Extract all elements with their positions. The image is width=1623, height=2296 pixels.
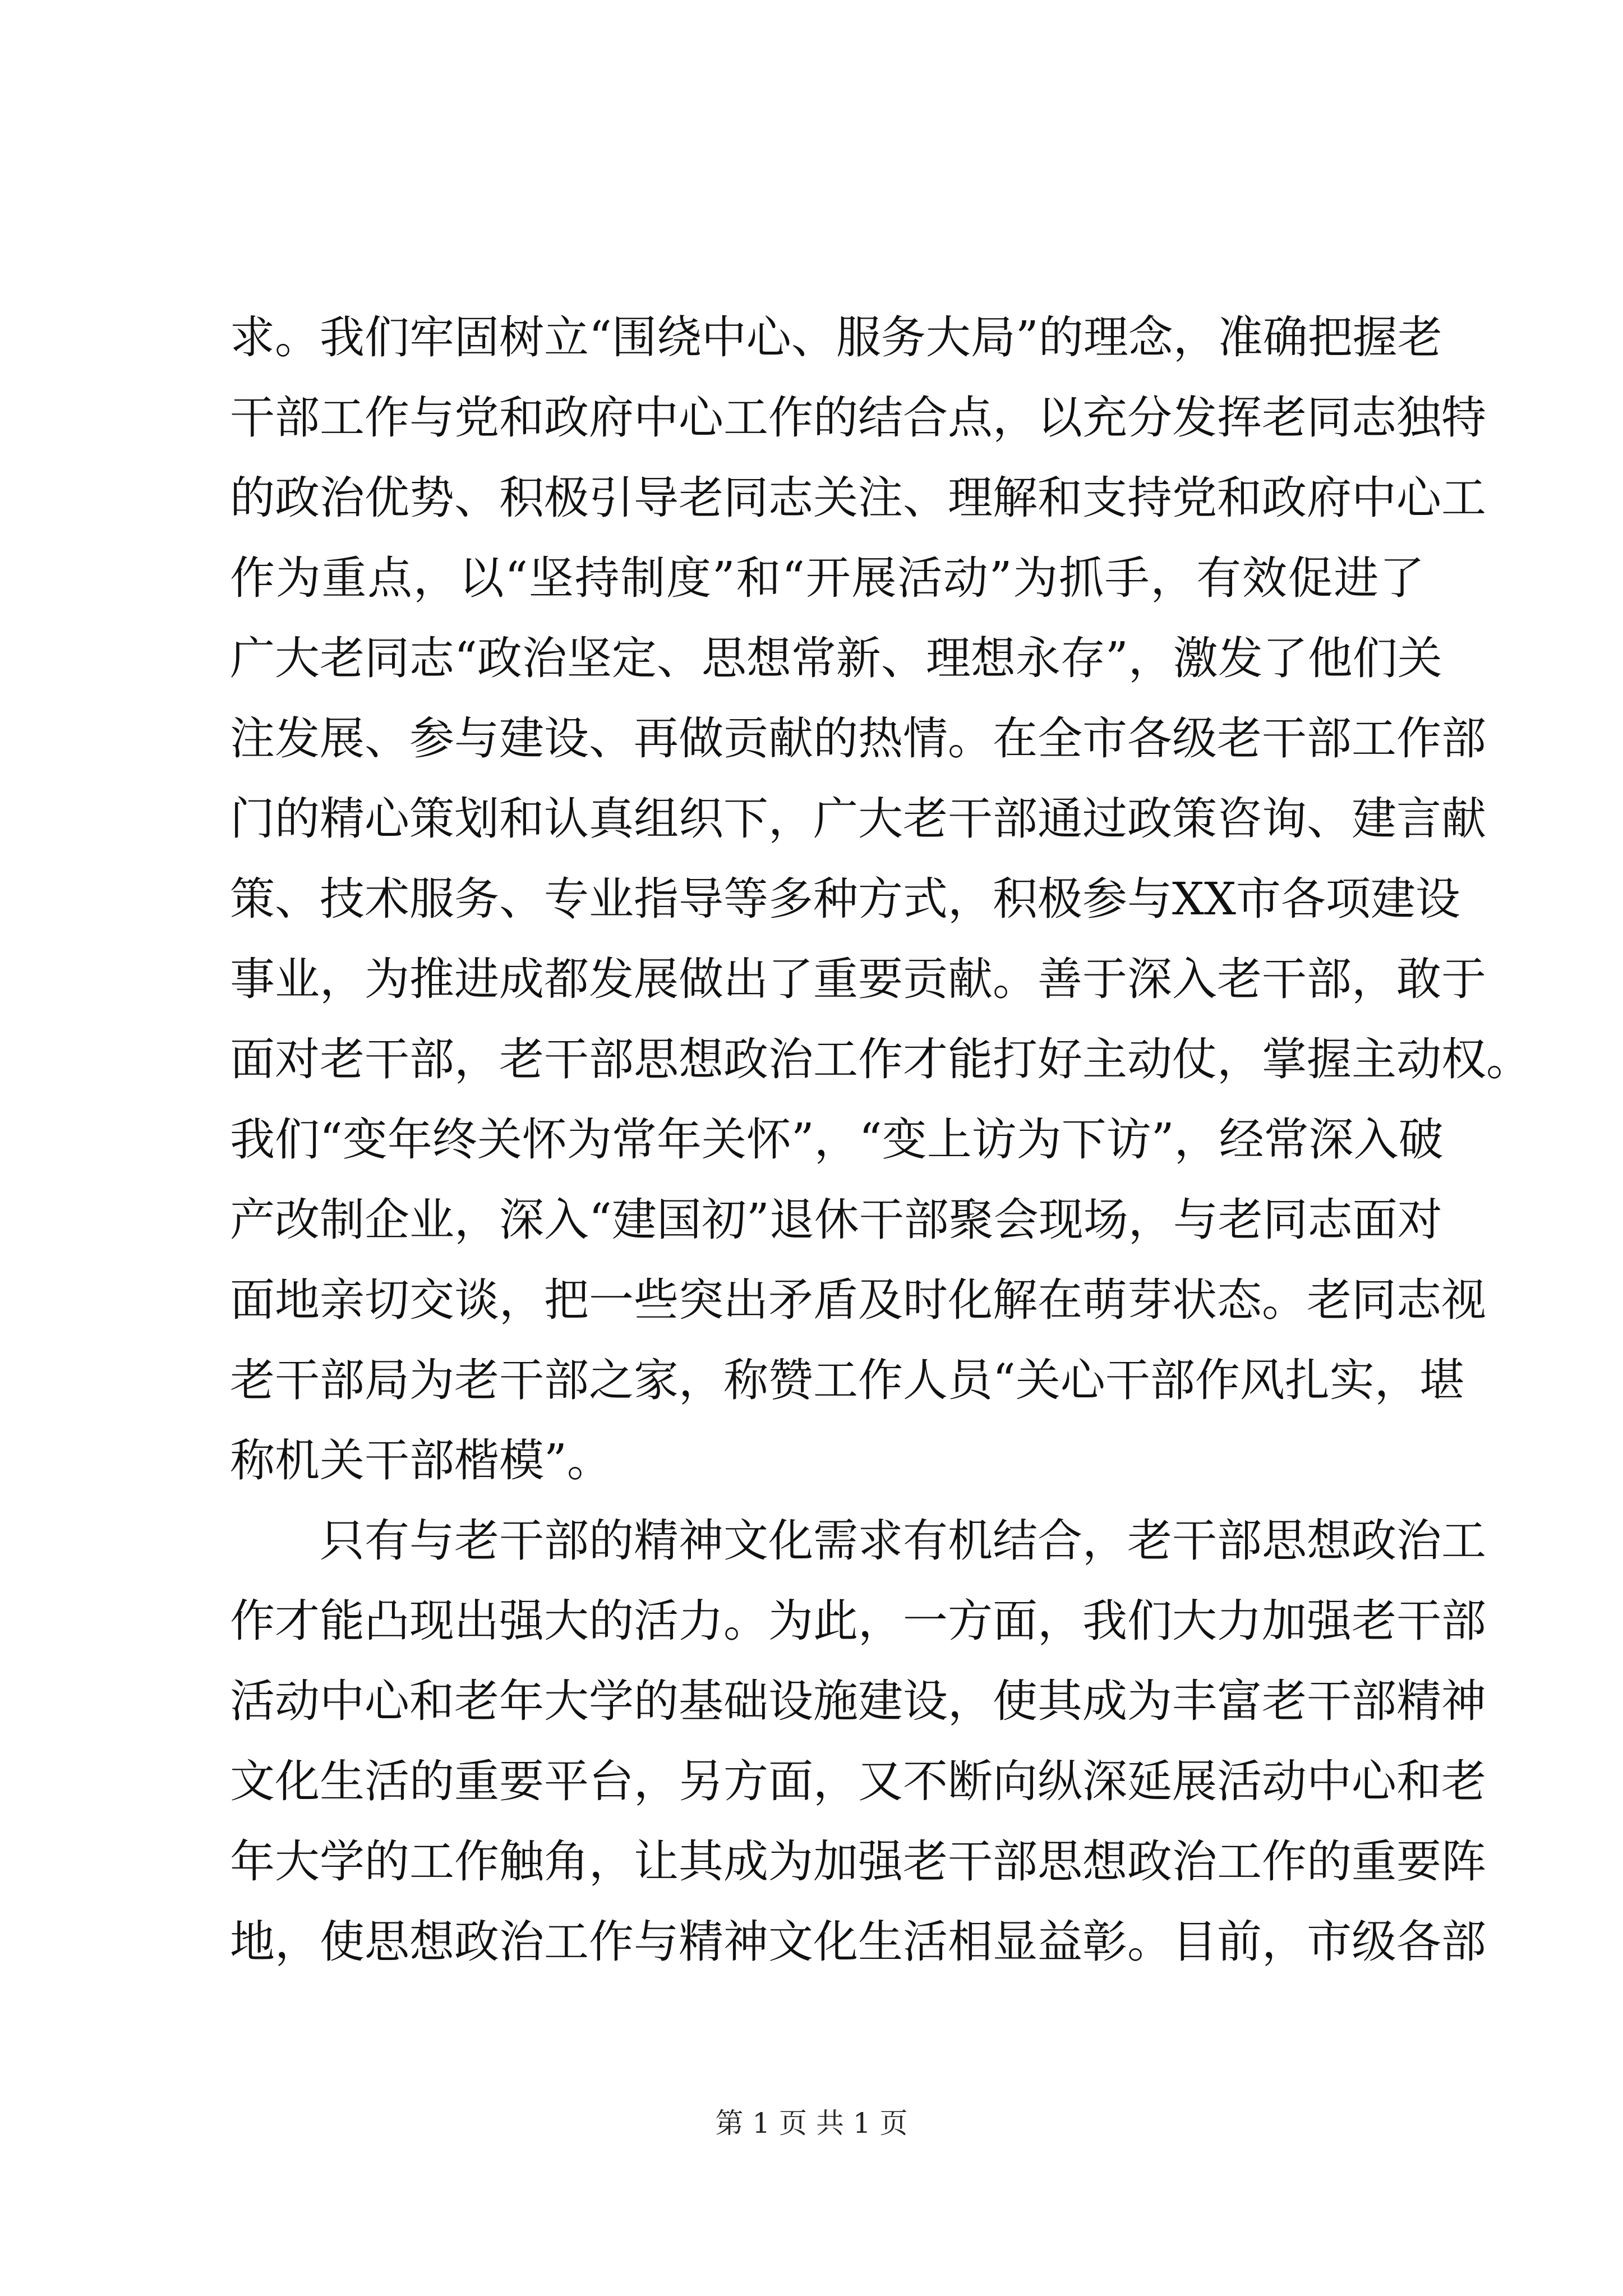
text-line: 地，使思想政治工作与精神文化生活相显益彰。目前，市级各部 — [230, 1916, 1486, 1968]
text-line: 广大老同志“政治坚定、思想常新、理想永存”，激发了他们关 — [230, 632, 1442, 684]
text-line: 产改制企业，深入“建国初”退休干部聚会现场，与老同志面对 — [230, 1194, 1442, 1246]
text-line: 文化生活的重要平台，另方面，又不断向纵深延展活动中心和老 — [230, 1755, 1486, 1807]
body-text — [230, 297, 1531, 1982]
text-line: 面地亲切交谈，把一些突出矛盾及时化解在萌芽状态。老同志视 — [230, 1274, 1486, 1326]
text-line: 干部工作与党和政府中心工作的结合点，以充分发挥老同志独特 — [230, 392, 1486, 444]
text-line: 策、技术服务、专业指导等多种方式，积极参与XX市各项建设 — [230, 873, 1460, 925]
text-line: 称机关干部楷模”。 — [230, 1434, 612, 1487]
text-line: 年大学的工作触角，让其成为加强老干部思想政治工作的重要阵 — [230, 1835, 1486, 1888]
text-line: 的政治优势、积极引导老同志关注、理解和支持党和政府中心工 — [230, 472, 1486, 524]
page-footer — [0, 2101, 1623, 2146]
text-line: 面对老干部，老干部思想政治工作才能打好主动仗，掌握主动权。 — [230, 1033, 1531, 1085]
text-line: 我们“变年终关怀为常年关怀”，“变上访为下访”，经常深入破 — [230, 1114, 1444, 1166]
text-line: 门的精心策划和认真组织下，广大老干部通过政策咨询、建言献 — [230, 793, 1486, 845]
text-line: 活动中心和老年大学的基础设施建设，使其成为丰富老干部精神 — [230, 1675, 1486, 1727]
text-line: 事业，为推进成都发展做出了重要贡献。善于深入老干部，敢于 — [230, 953, 1486, 1005]
text-line: 注发展、参与建设、再做贡献的热情。在全市各级老干部工作部 — [230, 712, 1486, 765]
text-line: 作才能凸现出强大的活力。为此，一方面，我们大力加强老干部 — [230, 1595, 1486, 1647]
text-line: 只有与老干部的精神文化需求有机结合，老干部思想政治工 — [230, 1515, 1486, 1567]
text-line: 求。我们牢固树立“围绕中心、服务大局”的理念，准确把握老 — [230, 311, 1442, 364]
text-line: 老干部局为老干部之家，称赞工作人员“关心干部作风扎实，堪 — [230, 1354, 1464, 1406]
text-line: 作为重点，以“坚持制度”和“开展活动”为抓手，有效促进了 — [230, 552, 1424, 604]
page-number-label: 第 1 页 共 1 页 — [715, 2107, 908, 2139]
